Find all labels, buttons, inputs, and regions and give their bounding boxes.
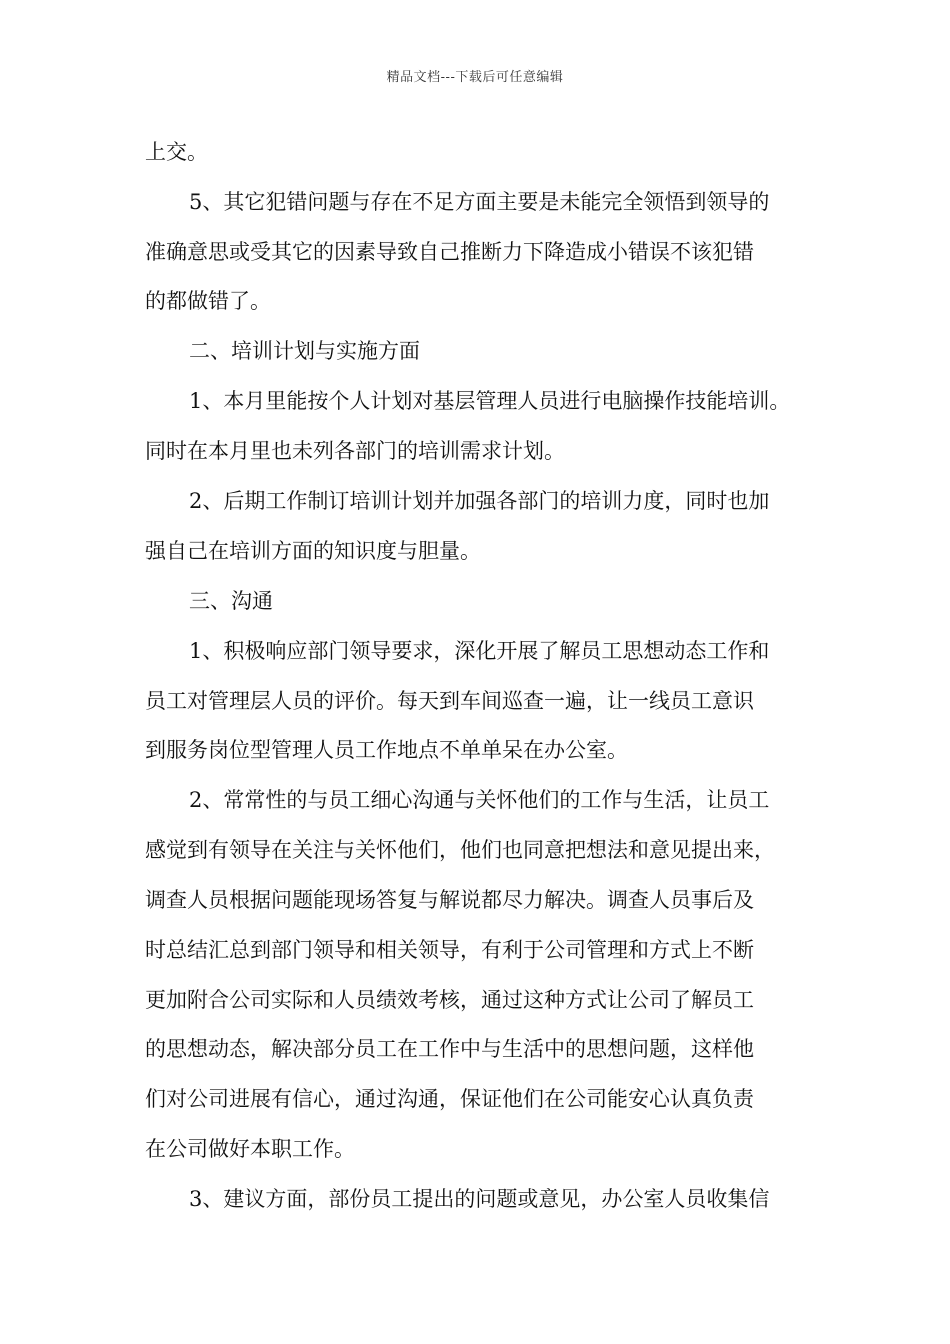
text-line: 更加附合公司实际和人员绩效考核，通过这种方式让公司了解员工 <box>145 988 754 1012</box>
text-line: 2、常常性的与员工细心沟通与关怀他们的工作与生活，让员工 <box>189 788 770 812</box>
text-line: 3、建议方面，部份员工提出的问题或意见，办公室人员收集信 <box>189 1187 770 1211</box>
text-line: 准确意思或受其它的因素导致自己推断力下降造成小错误不该犯错 <box>145 240 754 264</box>
text-line: 的思想动态，解决部分员工在工作中与生活中的思想问题，这样他 <box>145 1037 754 1061</box>
section-heading: 二、培训计划与实施方面 <box>189 339 420 363</box>
text-line: 感觉到有领导在关注与关怀他们，他们也同意把想法和意见提出来， <box>145 838 775 862</box>
text-line: 上交。 <box>145 140 208 164</box>
text-line: 时总结汇总到部门领导和相关领导，有利于公司管理和方式上不断 <box>145 938 754 962</box>
text-line: 2、后期工作制订培训计划并加强各部门的培训力度，同时也加 <box>189 489 770 513</box>
text-line: 1、积极响应部门领导要求，深化开展了解员工思想动态工作和 <box>189 639 770 663</box>
text-line: 到服务岗位型管理人员工作地点不单单呆在办公室。 <box>145 738 628 762</box>
text-line: 在公司做好本职工作。 <box>145 1137 355 1161</box>
text-line: 同时在本月里也未列各部门的培训需求计划。 <box>145 439 565 463</box>
text-line: 的都做错了。 <box>145 289 271 313</box>
section-heading: 三、沟通 <box>189 589 273 613</box>
text-line: 们对公司进展有信心，通过沟通，保证他们在公司能安心认真负责 <box>145 1087 754 1111</box>
text-line: 员工对管理层人员的评价。每天到车间巡查一遍，让一线员工意识 <box>145 689 754 713</box>
text-line: 5、其它犯错问题与存在不足方面主要是未能完全领悟到领导的 <box>189 190 770 214</box>
text-line: 1、本月里能按个人计划对基层管理人员进行电脑操作技能培训。 <box>189 389 791 413</box>
text-line: 强自己在培训方面的知识度与胆量。 <box>145 539 481 563</box>
page-header: 精品文档---下载后可任意编辑 <box>386 70 564 85</box>
text-line: 调查人员根据问题能现场答复与解说都尽力解决。调查人员事后及 <box>145 888 754 912</box>
